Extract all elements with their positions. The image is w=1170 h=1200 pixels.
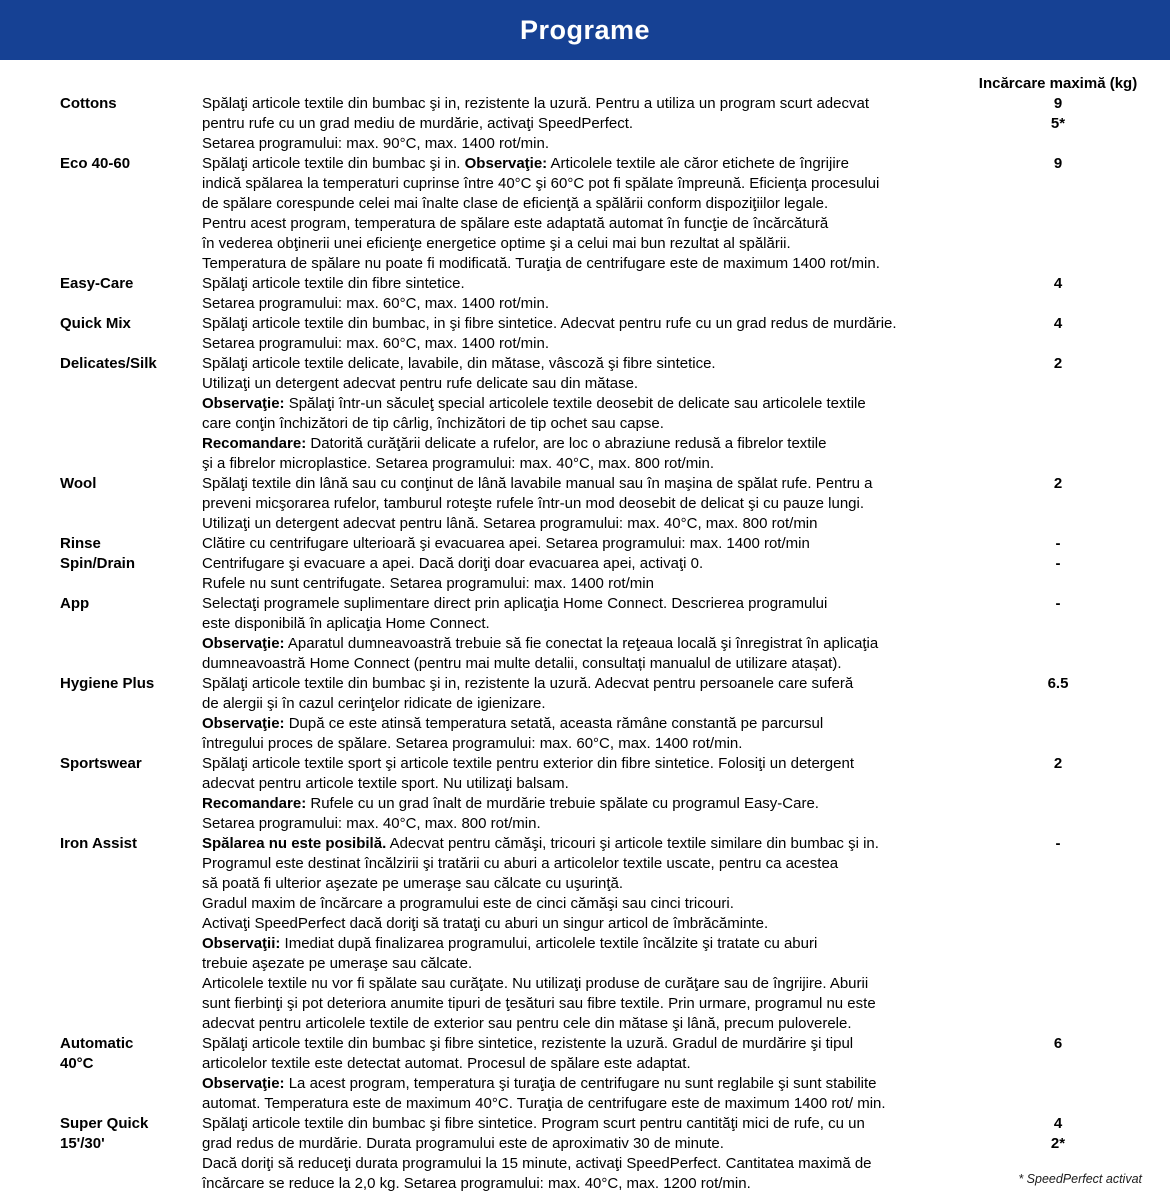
description-line: Setarea programului: max. 40°C, max. 800 rot/min. xyxy=(202,815,541,832)
program-name-line: Quick Mix xyxy=(60,315,131,332)
description-bold-segment: Observaţie: xyxy=(202,395,285,412)
description-text-segment: La acest program, temperatura şi turaţia de centrifugare nu sunt reglabile şi sunt stabilite xyxy=(284,1075,877,1092)
description-line: Spălaţi articole textile din bumbac şi fibre sintetice, rezistente la uzură. Gradul de murdărire şi tipul xyxy=(202,1035,854,1052)
program-name-line: Delicates/Silk xyxy=(60,355,157,372)
program-name xyxy=(60,834,202,1034)
description-line: Clătire cu centrifugare ulterioară şi evacuarea apei. Setarea programului: max. 1400 rot/min xyxy=(202,535,810,552)
description-line: Spălaţi articole textile din bumbac şi in, rezistente la uzură. Adecvat pentru persoanele care suferă xyxy=(202,675,854,692)
program-row xyxy=(60,354,1170,474)
program-load-value: 6 xyxy=(1053,1035,1063,1052)
program-row xyxy=(60,94,1170,154)
program-load xyxy=(968,1034,1148,1114)
program-description xyxy=(202,534,968,554)
program-row xyxy=(60,274,1170,314)
description-line: Spălaţi articole textile din bumbac, in şi fibre sintetice. Adecvat pentru rufe cu un grad redus de murdărie. xyxy=(202,315,897,332)
program-load-value: 4 xyxy=(1053,1115,1063,1132)
program-load xyxy=(968,594,1148,674)
program-row xyxy=(60,1034,1170,1114)
description-line: în vederea obţinerii unei eficienţe energetice optime şi a celui mai bun rezultat al spălării. xyxy=(202,235,791,252)
program-name-line: Automatic xyxy=(60,1035,134,1052)
description-bold-segment: Observaţie: xyxy=(202,1075,285,1092)
program-load xyxy=(968,754,1148,834)
description-bold-segment: Recomandare: xyxy=(202,795,307,812)
program-load xyxy=(968,554,1148,594)
description-line: indică spălarea la temperaturi cuprinse între 40°C şi 60°C pot fi spălate împreună. Eficienţa procesului xyxy=(202,175,880,192)
page-title: Programe xyxy=(519,14,651,45)
program-load xyxy=(968,154,1148,274)
program-load xyxy=(968,354,1148,474)
description-line: este disponibilă în aplicaţia Home Connect. xyxy=(202,615,490,632)
program-load-value: 6.5 xyxy=(1047,675,1069,692)
description-bold-segment: Observaţie: xyxy=(202,635,285,652)
program-load-value: - xyxy=(1055,555,1061,572)
description-text-segment: Aparatul dumneavoastră trebuie să fie conectat la reţeaua locală şi înregistrat în aplicaţia xyxy=(284,635,879,652)
description-line: de spălare corespunde celei mai înalte clase de eficienţă a spălării conform dispoziţiilor legale. xyxy=(202,195,829,212)
program-load-value: 9 xyxy=(1053,95,1063,112)
program-load xyxy=(968,474,1148,534)
description-line: Articolele textile nu vor fi spălate sau curăţate. Nu utilizaţi produse de curăţare sau de îngrijire. Aburii xyxy=(202,975,869,992)
description-line: trebuie aşezate pe umeraşe sau călcate. xyxy=(202,955,473,972)
program-name xyxy=(60,674,202,754)
description-line: Spălaţi articole textile din fibre sintetice. xyxy=(202,275,465,292)
program-load xyxy=(968,834,1148,1034)
description-line xyxy=(202,394,968,414)
description-line: automat. Temperatura este de maximum 40°C. Turaţia de centrifugare este de maximum 1400 rot/ min. xyxy=(202,1095,886,1112)
program-name-line: Easy-Care xyxy=(60,275,134,292)
program-name-line: App xyxy=(60,595,90,612)
program-row xyxy=(60,314,1170,354)
program-name-line: Hygiene Plus xyxy=(60,675,155,692)
description-line: grad redus de murdărie. Durata programului este de aproximativ 30 de minute. xyxy=(202,1135,724,1152)
description-line: adecvat pentru articolele textile de exterior sau pentru cele din mătase şi lână, precum puloverele. xyxy=(202,1015,852,1032)
program-name xyxy=(60,594,202,674)
description-line: adecvat pentru articole textile sport. Nu utilizaţi balsam. xyxy=(202,775,569,792)
program-name-line: 40°C xyxy=(60,1055,94,1072)
program-description xyxy=(202,274,968,314)
program-description xyxy=(202,1034,968,1114)
description-line xyxy=(202,154,968,174)
program-row xyxy=(60,1114,1170,1194)
description-text-segment: Imediat după finalizarea programului, articolele textile încălzite şi tratate cu aburi xyxy=(280,935,818,952)
header-bar xyxy=(0,0,1170,60)
program-name xyxy=(60,314,202,354)
program-row xyxy=(60,154,1170,274)
description-line: Spălaţi articole textile sport şi articole textile pentru exterior din fibre sintetice. Folosiţi un detergent xyxy=(202,755,854,772)
description-line: pentru rufe cu un grad mediu de murdărie, activaţi SpeedPerfect. xyxy=(202,115,634,132)
description-line: Spălaţi textile din lână sau cu conţinut de lână lavabile manual sau în maşina de spălat rufe. Pentru a xyxy=(202,475,873,492)
program-load-value: 2 xyxy=(1053,755,1063,772)
description-line: Setarea programului: max. 60°C, max. 1400 rot/min. xyxy=(202,335,549,352)
description-line: articolelor textile este detectat automat. Procesul de spălare este adaptat. xyxy=(202,1055,691,1072)
program-name-line: Sportswear xyxy=(60,755,142,772)
description-line: preveni micşorarea rufelor, tamburul roteşte rufele într-un mod deosebit de delicat şi cu pauze lungi. xyxy=(202,495,865,512)
program-load-value: 4 xyxy=(1053,315,1063,332)
program-name-line: Eco 40-60 xyxy=(60,155,131,172)
program-row xyxy=(60,754,1170,834)
program-name-line: Iron Assist xyxy=(60,835,137,852)
program-name xyxy=(60,154,202,274)
program-name xyxy=(60,474,202,534)
description-line: care conţin închizători de tip cârlig, închizători de tip ochet sau capse. xyxy=(202,415,664,432)
table-header-row xyxy=(60,74,1170,94)
program-load-value: 2* xyxy=(1050,1135,1066,1152)
program-name-line: Cottons xyxy=(60,95,117,112)
description-line: şi a fibrelor microplastice. Setarea programului: max. 40°C, max. 800 rot/min. xyxy=(202,455,715,472)
program-name xyxy=(60,1114,202,1194)
program-row xyxy=(60,674,1170,754)
description-text-segment: Rufele cu un grad înalt de murdărie trebuie spălate cu programul Easy-Care. xyxy=(306,795,819,812)
description-bold-segment: Observaţii: xyxy=(202,935,281,952)
program-name xyxy=(60,274,202,314)
program-row xyxy=(60,554,1170,594)
program-name-line: Wool xyxy=(60,475,97,492)
program-name xyxy=(60,754,202,834)
description-bold-segment: Observaţie: xyxy=(202,715,285,732)
footnote: * SpeedPerfect activat xyxy=(1018,1172,1142,1186)
program-description xyxy=(202,154,968,274)
program-load-value: 5* xyxy=(1050,115,1066,132)
program-name xyxy=(60,354,202,474)
load-column-header: Incărcare maximă (kg) xyxy=(978,75,1138,92)
description-line xyxy=(202,714,968,734)
description-text-segment: Articolele textile ale căror etichete de îngrijire xyxy=(547,155,850,172)
program-description xyxy=(202,674,968,754)
program-description xyxy=(202,594,968,674)
description-line: întregului proces de spălare. Setarea programului: max. 60°C, max. 1400 rot/min. xyxy=(202,735,743,752)
description-line xyxy=(202,834,968,854)
programs-table-body xyxy=(60,94,1170,1194)
program-description xyxy=(202,754,968,834)
program-description xyxy=(202,554,968,594)
program-load-value: 9 xyxy=(1053,155,1063,172)
description-line: Spălaţi articole textile delicate, lavabile, din mătase, vâscoză şi fibre sintetice. xyxy=(202,355,716,372)
description-text-segment: Spălaţi într-un săculeţ special articolele textile deosebit de delicate sau articolele textile xyxy=(284,395,866,412)
description-line xyxy=(202,434,968,454)
program-description xyxy=(202,474,968,534)
description-line: Setarea programului: max. 60°C, max. 1400 rot/min. xyxy=(202,295,549,312)
program-name-line: Super Quick xyxy=(60,1115,149,1132)
program-description xyxy=(202,354,968,474)
program-load xyxy=(968,94,1148,154)
description-text-segment: Adecvat pentru cămăşi, tricouri şi articole textile similare din bumbac şi in. xyxy=(386,835,879,852)
description-line xyxy=(202,634,968,654)
description-line xyxy=(202,934,968,954)
program-description xyxy=(202,314,968,354)
description-line: dumneavoastră Home Connect (pentru mai multe detalii, consultați manualul de utilizare atașat). xyxy=(202,655,842,672)
description-line: sunt fierbinţi şi pot deteriora anumite tipuri de ţesături sau fibre textile. Prin urmare, programul nu este xyxy=(202,995,876,1012)
description-line: Dacă doriţi să reduceţi durata programului la 15 minute, activaţi SpeedPerfect. Cantitatea maximă de xyxy=(202,1155,872,1172)
program-load-value: - xyxy=(1055,595,1061,612)
program-load xyxy=(968,534,1148,554)
description-line: Utilizaţi un detergent adecvat pentru lână. Setarea programului: max. 40°C, max. 800 rot/min xyxy=(202,515,818,532)
program-row xyxy=(60,474,1170,534)
programs-table xyxy=(0,60,1170,1194)
name-column-spacer xyxy=(60,74,202,94)
description-line: încărcare se reduce la 2,0 kg. Setarea programului: max. 40°C, max. 1200 rot/min. xyxy=(202,1175,751,1192)
description-line xyxy=(202,794,968,814)
program-load xyxy=(968,274,1148,314)
program-name xyxy=(60,1034,202,1114)
program-load-value: 4 xyxy=(1053,275,1063,292)
program-load-value: - xyxy=(1055,535,1061,552)
program-description xyxy=(202,1114,968,1194)
description-line: Pentru acest program, temperatura de spălare este adaptată automat în funcţie de încărcătură xyxy=(202,215,829,232)
description-line: Selectaţi programele suplimentare direct prin aplicaţia Home Connect. Descrierea programului xyxy=(202,595,828,612)
description-bold-segment: Spălarea nu este posibilă. xyxy=(202,835,387,852)
description-line: Temperatura de spălare nu poate fi modificată. Turaţia de centrifugare este de maximum 1400 rot/min. xyxy=(202,255,880,272)
description-line: Activaţi SpeedPerfect dacă doriţi să trataţi cu aburi un singur articol de îmbrăcăminte. xyxy=(202,915,769,932)
description-bold-segment: Observaţie: xyxy=(464,155,548,172)
program-load xyxy=(968,674,1148,754)
description-column-spacer xyxy=(202,74,968,94)
description-line: Utilizaţi un detergent adecvat pentru rufe delicate sau din mătase. xyxy=(202,375,639,392)
program-load xyxy=(968,314,1148,354)
program-description xyxy=(202,94,968,154)
description-text-segment: Datorită curăţării delicate a rufelor, are loc o abraziune redusă a fibrelor textile xyxy=(306,435,827,452)
description-line: Programul este destinat încălzirii şi tratării cu aburi a articolelor textile uscate, pentru ca acestea xyxy=(202,855,839,872)
description-line: Setarea programului: max. 90°C, max. 1400 rot/min. xyxy=(202,135,549,152)
description-line: de alergii şi în cazul cerinţelor ridicate de igienizare. xyxy=(202,695,546,712)
program-name xyxy=(60,94,202,154)
program-load-value: - xyxy=(1055,835,1061,852)
program-name-line: 15'/30' xyxy=(60,1135,105,1152)
program-name xyxy=(60,534,202,554)
description-line: să poată fi ulterior aşezate pe umeraşe sau călcate cu uşurinţă. xyxy=(202,875,624,892)
program-name-line: Spin/Drain xyxy=(60,555,136,572)
program-row xyxy=(60,834,1170,1034)
description-text-segment: După ce este atinsă temperatura setată, aceasta rămâne constantă pe parcursul xyxy=(284,715,824,732)
description-bold-segment: Recomandare: xyxy=(202,435,307,452)
program-description xyxy=(202,834,968,1034)
description-line: Centrifugare şi evacuare a apei. Dacă doriţi doar evacuarea apei, activaţi 0. xyxy=(202,555,704,572)
description-line xyxy=(202,1074,968,1094)
program-row xyxy=(60,594,1170,674)
description-line: Rufele nu sunt centrifugate. Setarea programului: max. 1400 rot/min xyxy=(202,575,654,592)
program-name xyxy=(60,554,202,594)
description-line: Spălaţi articole textile din bumbac şi fibre sintetice. Program scurt pentru cantităţi mici de rufe, cu un xyxy=(202,1115,865,1132)
program-load-value: 2 xyxy=(1053,355,1063,372)
description-text-segment: Spălaţi articole textile din bumbac şi in. xyxy=(202,155,465,172)
program-row xyxy=(60,534,1170,554)
description-line: Gradul maxim de încărcare a programului este de cinci cămăşi sau cinci tricouri. xyxy=(202,895,734,912)
program-load-value: 2 xyxy=(1053,475,1063,492)
program-name-line: Rinse xyxy=(60,535,101,552)
description-line: Spălaţi articole textile din bumbac şi in, rezistente la uzură. Pentru a utiliza un program scurt adecvat xyxy=(202,95,870,112)
